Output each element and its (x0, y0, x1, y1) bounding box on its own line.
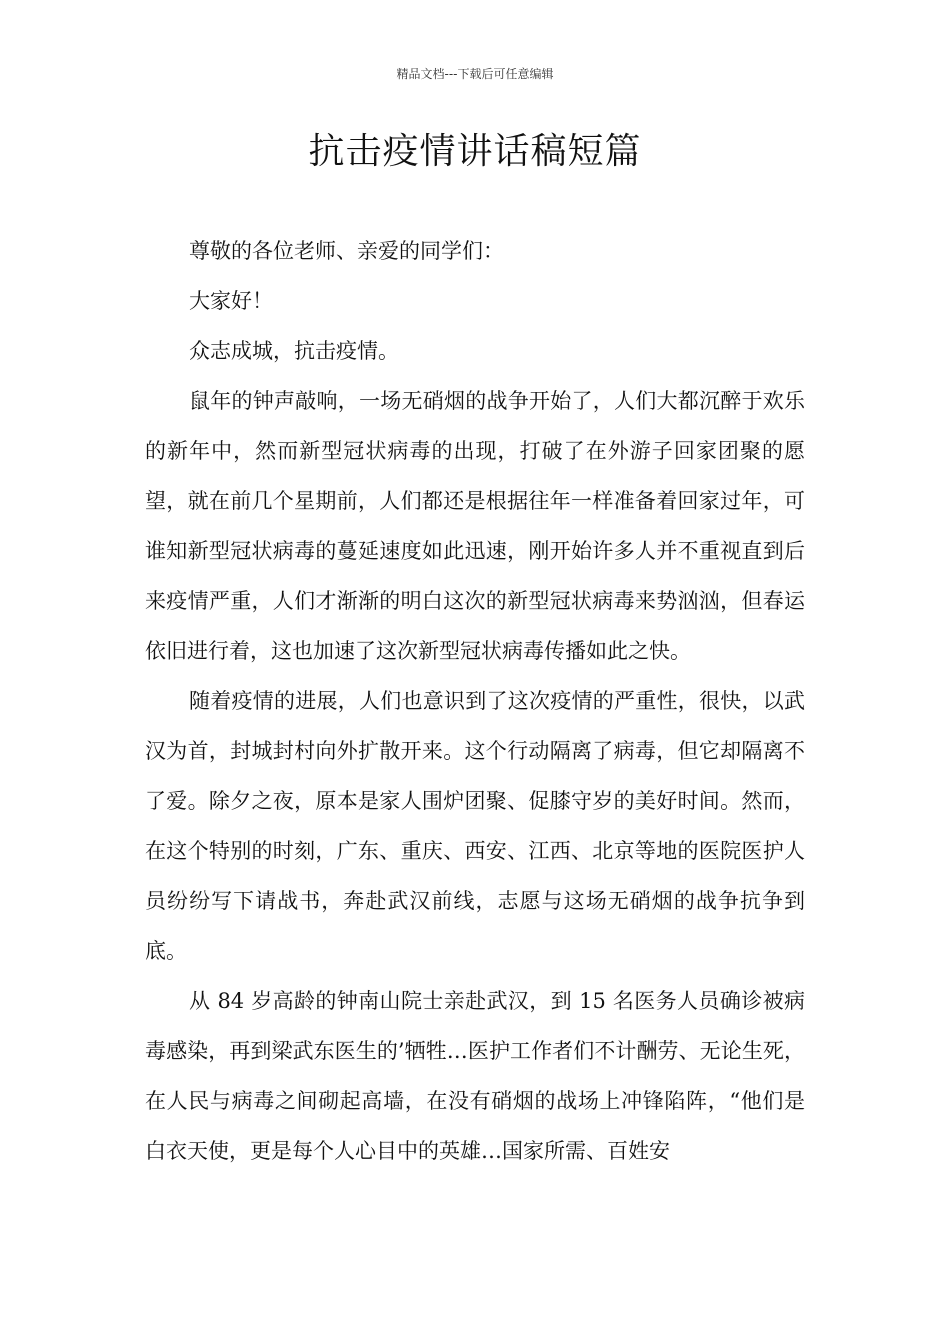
header-note: 精品文档---下载后可任意编辑 (396, 67, 554, 81)
paragraph-body-2: 随着疫情的进展，人们也意识到了这次疫情的严重性，很快，以武汉为首，封城封村向外扩散开来。这个行动隔离了病毒，但它却隔离不了爱。除夕之夜，原本是家人围炉团聚、促膝守岁的美好时间。然而，在这个特别的时刻，广东、重庆、西安、江西、北京等地的医院医护人员纷纷写下请战书，奔赴武汉前线，志愿与这场无硝烟的战争抗争到底。 (145, 689, 805, 963)
paragraph-slogan: 众志成城，抗击疫情。 (189, 339, 399, 363)
paragraph-body-3: 从 84 岁高龄的钟南山院士亲赴武汉，到 15 名医务人员确诊被病毒感染，再到梁武东医生的’牺牲…医护工作者们不计酬劳、无论生死，在人民与病毒之间砌起高墙，在没有硝烟的战场上冲锋陷阵，“他们是白衣天使，更是每个人心目中的英雄…国家所需、百姓安 (145, 989, 805, 1163)
paragraph-greeting: 大家好！ (189, 289, 273, 313)
document-body (145, 226, 805, 1176)
document-title: 抗击疫情讲话稿短篇 (308, 131, 642, 172)
paragraph-body-1: 鼠年的钟声敲响，一场无硝烟的战争开始了，人们大都沉醉于欢乐的新年中，然而新型冠状病毒的出现，打破了在外游子回家团聚的愿望，就在前几个星期前，人们都还是根据往年一样准备着回家过年，可谁知新型冠状病毒的蔓延速度如此迅速，刚开始许多人并不重视直到后来疫情严重，人们才渐渐的明白这次的新型冠状病毒来势汹汹，但春运依旧进行着，这也加速了这次新型冠状病毒传播如此之快。 (145, 389, 805, 663)
paragraph-salutation: 尊敬的各位老师、亲爱的同学们： (189, 239, 504, 263)
